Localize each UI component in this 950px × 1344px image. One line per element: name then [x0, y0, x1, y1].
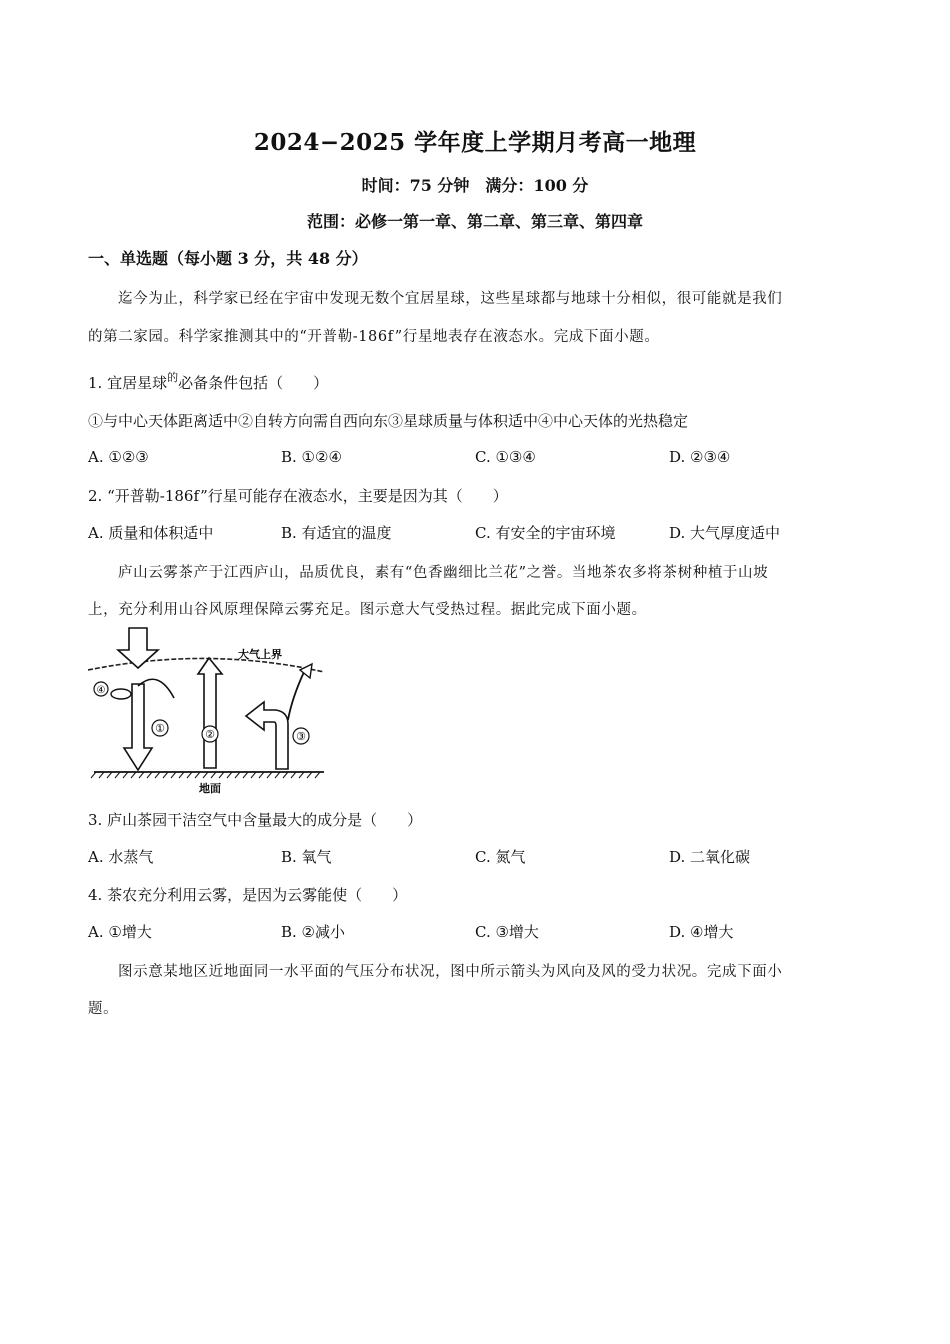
passage-3-line-1: 图示意某地区近地面同一水平面的气压分布状况，图中所示箭头为风向及风的受力状况。完成下面小: [118, 964, 783, 980]
ground-label: 地面: [199, 782, 221, 795]
question-1-stem-superscript: 的: [167, 371, 179, 384]
cloud-icon: [111, 689, 131, 699]
question-3-option-c: C. 氮气: [475, 848, 526, 866]
question-4-option-d: D. ④增大: [669, 923, 734, 941]
question-2-stem: 2. “开普勒-186f”行星可能存在液态水，主要是因为其（ ）: [88, 487, 508, 505]
question-1-conditions: ①与中心天体距离适中②自转方向需自西向东③星球质量与体积适中④中心天体的光热稳定: [88, 412, 689, 430]
marker-1-label: ①: [155, 722, 165, 735]
question-1-stem-part-a: 1. 宜居星球: [88, 374, 168, 392]
question-3-option-d: D. 二氧化碳: [669, 848, 751, 866]
page-title: 2024−2025 学年度上学期月考高一地理: [253, 129, 697, 156]
ground-hatching: [91, 772, 320, 778]
question-2-option-c: C. 有安全的宇宙环境: [475, 524, 616, 542]
question-3-stem: 3. 庐山茶园干洁空气中含量最大的成分是（ ）: [88, 811, 423, 829]
exam-scope: 范围：必修一第一章、第二章、第三章、第四章: [306, 212, 643, 231]
incoming-radiation-arrow: [118, 628, 158, 668]
question-1-option-b: B. ①②④: [281, 448, 342, 466]
passage-1-line-1: 迄今为止，科学家已经在宇宙中发现无数个宜居星球，这些星球都与地球十分相似，很可能就是我们: [118, 291, 783, 307]
question-2-option-d: D. 大气厚度适中: [669, 524, 781, 542]
exam-time-score: 时间：75 分钟 满分：100 分: [361, 176, 589, 195]
question-4-stem: 4. 茶农充分利用云雾，是因为云雾能使（ ）: [88, 886, 408, 904]
marker-3-label: ③: [296, 730, 306, 743]
passage-2-line-2: 上，充分利用山谷风原理保障云雾充足。图示意大气受热过程。据此完成下面小题。: [88, 602, 647, 618]
arrow-2-ground-radiation: [198, 658, 222, 768]
question-3-option-b: B. 氧气: [281, 848, 332, 866]
question-3-option-a: A. 水蒸气: [88, 848, 154, 866]
question-1-stem: [88, 369, 328, 393]
question-2-option-a: A. 质量和体积适中: [88, 524, 214, 542]
section-heading: 一、单选题（每小题 3 分，共 48 分）: [88, 249, 368, 268]
passage-1-line-2: 的第二家园。科学家推测其中的“开普勒-186f”行星地表存在液态水。完成下面小题。: [88, 329, 660, 345]
question-2-option-b: B. 有适宜的温度: [281, 524, 392, 542]
arrow-3-atmospheric-back-radiation: [246, 702, 288, 769]
question-1-stem-part-b: 必备条件包括（ ）: [178, 374, 329, 392]
marker-2-label: ②: [205, 728, 215, 741]
atmosphere-heating-diagram: [88, 624, 334, 796]
question-4-option-b: B. ②减小: [281, 923, 346, 941]
question-4-option-a: A. ①增大: [88, 923, 152, 941]
passage-3-line-2: 题。: [88, 1001, 119, 1017]
question-4-option-c: C. ③增大: [475, 923, 539, 941]
question-1-option-a: A. ①②③: [88, 448, 149, 466]
question-1-option-c: C. ①③④: [475, 448, 536, 466]
marker-4-label: ④: [96, 685, 106, 696]
arrow-3-escape-line: [288, 672, 304, 720]
question-1-option-d: D. ②③④: [669, 448, 731, 466]
passage-2-line-1: 庐山云雾茶产于江西庐山，品质优良，素有“色香幽细比兰花”之誉。当地茶农多将茶树种植于山坡: [118, 565, 769, 581]
atmosphere-top-label: 大气上界: [238, 648, 282, 661]
